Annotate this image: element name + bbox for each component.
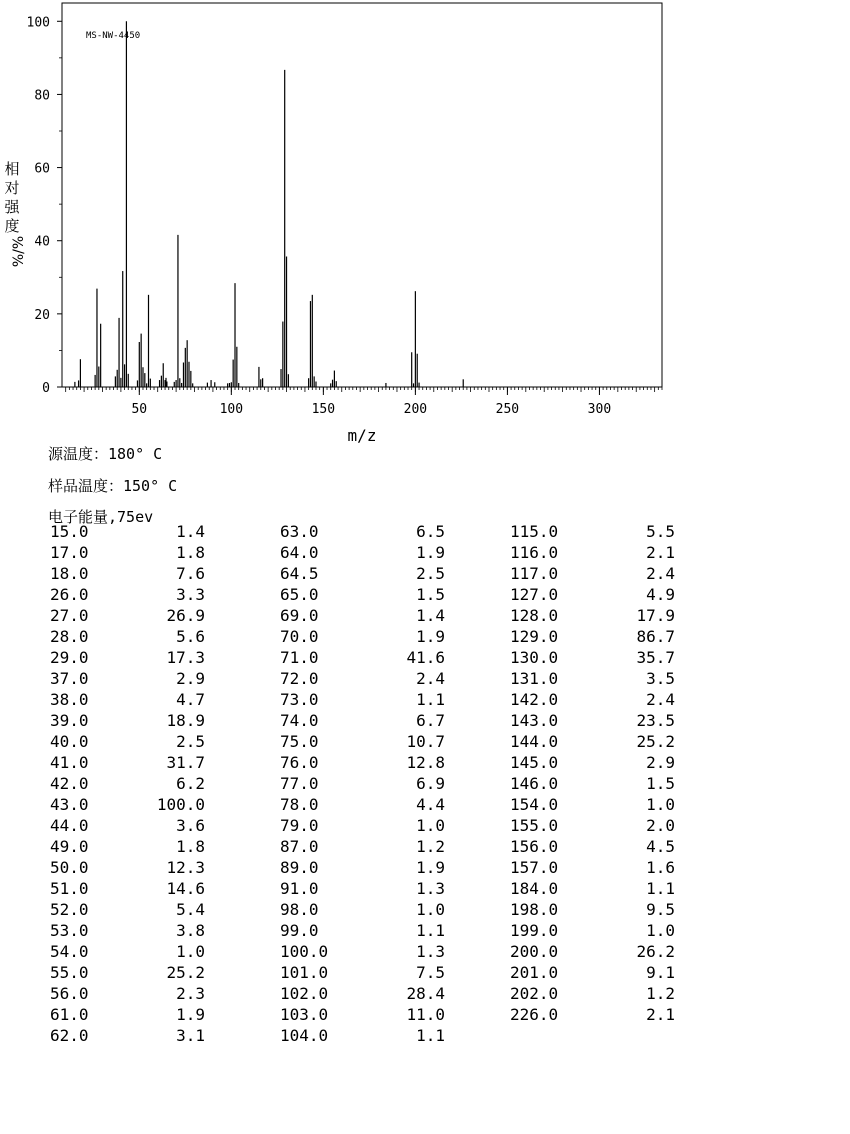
y-axis-ticks [27,15,62,396]
peak-table-row [510,563,710,584]
mz-value: 75.0 [280,732,319,751]
mz-value: 202.0 [510,984,559,1003]
mz-value: 44.0 [50,816,89,835]
mz-value: 62.0 [50,1026,89,1045]
peak-table-row [280,1004,480,1025]
source-temperature: 源温度：180° C [48,445,163,463]
mz-value: 50.0 [50,858,89,877]
peak-table-row [280,941,480,962]
peak-table-row [510,983,710,1004]
mz-value: 64.5 [280,564,319,583]
peak-table-row [50,815,250,836]
peak-table-row [510,878,710,899]
peak-table-row [510,920,710,941]
intensity-value: 1.1 [416,921,445,940]
plot-frame [62,3,662,387]
peak-table-row [510,815,710,836]
mz-value: 73.0 [280,690,319,709]
intensity-value: 2.3 [176,984,205,1003]
peak-table-row [280,584,480,605]
peak-table-row [510,542,710,563]
peak-table-row [510,731,710,752]
x-tick-label: 250 [495,402,520,417]
intensity-value: 86.7 [636,627,675,646]
peak-table-row [510,605,710,626]
peak-table-row [280,731,480,752]
mz-value: 201.0 [510,963,559,982]
mass-spectrum-chart [0,0,850,450]
intensity-value: 2.9 [176,669,205,688]
intensity-value: 1.4 [176,522,205,541]
intensity-value: 2.4 [646,564,675,583]
mz-value: 103.0 [280,1005,329,1024]
mz-value: 71.0 [280,648,319,667]
peak-table-row [50,626,250,647]
intensity-value: 2.4 [646,690,675,709]
intensity-value: 6.9 [416,774,445,793]
y-axis-label [4,160,28,268]
intensity-value: 4.4 [416,795,445,814]
mz-value: 142.0 [510,690,559,709]
peak-table-column [280,521,480,1046]
intensity-value: 1.2 [646,984,675,1003]
x-axis-label: m/z [347,426,377,445]
intensity-value: 12.8 [406,753,445,772]
intensity-value: 2.1 [646,543,675,562]
mz-value: 42.0 [50,774,89,793]
peak-table-row [280,521,480,542]
intensity-value: 4.9 [646,585,675,604]
mz-value: 99.0 [280,921,319,940]
mz-value: 154.0 [510,795,559,814]
peak-table-row [280,857,480,878]
mz-value: 78.0 [280,795,319,814]
intensity-value: 3.1 [176,1026,205,1045]
intensity-value: 2.0 [646,816,675,835]
peak-bars [75,21,463,387]
intensity-value: 1.0 [416,900,445,919]
peak-table-row [510,710,710,731]
mz-value: 79.0 [280,816,319,835]
mz-value: 64.0 [280,543,319,562]
mz-value: 77.0 [280,774,319,793]
intensity-value: 17.3 [166,648,205,667]
peak-table-row [280,773,480,794]
y-tick-label: 20 [34,307,50,323]
mz-value: 146.0 [510,774,559,793]
mz-value: 38.0 [50,690,89,709]
intensity-value: 1.8 [176,543,205,562]
mz-value: 29.0 [50,648,89,667]
intensity-value: 10.7 [406,732,445,751]
intensity-value: 1.2 [416,837,445,856]
y-tick-label: 80 [34,88,50,104]
mz-value: 56.0 [50,984,89,1003]
intensity-value: 1.0 [646,795,675,814]
peak-table-row [280,962,480,983]
intensity-value: 9.5 [646,900,675,919]
peak-table-row [50,647,250,668]
peak-table-row [510,962,710,983]
intensity-value: 1.4 [416,606,445,625]
peak-table-row [280,1025,480,1046]
mz-value: 129.0 [510,627,559,646]
mz-value: 37.0 [50,669,89,688]
peak-table-row [280,815,480,836]
mz-value: 104.0 [280,1026,329,1045]
peak-table-row [510,857,710,878]
y-label-char: 强 [4,198,20,216]
intensity-value: 3.6 [176,816,205,835]
mz-value: 226.0 [510,1005,559,1024]
intensity-value: 6.2 [176,774,205,793]
mz-value: 61.0 [50,1005,89,1024]
mz-value: 117.0 [510,564,559,583]
peak-table-row [510,521,710,542]
mz-value: 17.0 [50,543,89,562]
peak-table-row [50,584,250,605]
peak-table-row [280,899,480,920]
peak-table-row [50,521,250,542]
intensity-value: 1.0 [646,921,675,940]
intensity-value: 4.5 [646,837,675,856]
mz-value: 91.0 [280,879,319,898]
intensity-value: 1.1 [416,1026,445,1045]
y-tick-label: 40 [34,234,50,250]
x-tick-label: 300 [587,402,612,417]
mz-value: 26.0 [50,585,89,604]
mz-value: 52.0 [50,900,89,919]
y-tick-label: 60 [34,161,50,177]
peak-table-row [510,794,710,815]
peak-table-row [510,773,710,794]
intensity-value: 5.5 [646,522,675,541]
mz-value: 41.0 [50,753,89,772]
peak-table-row [50,1004,250,1025]
intensity-value: 31.7 [166,753,205,772]
mz-value: 28.0 [50,627,89,646]
peak-table-row [510,626,710,647]
mz-value: 72.0 [280,669,319,688]
peak-table-row [50,878,250,899]
intensity-value: 12.3 [166,858,205,877]
intensity-value: 41.6 [406,648,445,667]
peak-table-row [510,899,710,920]
peak-table-row [280,605,480,626]
peak-table-row [50,962,250,983]
peak-table-row [280,983,480,1004]
intensity-value: 1.9 [416,858,445,877]
peak-table-row [50,731,250,752]
mz-value: 40.0 [50,732,89,751]
peak-table-row [50,752,250,773]
peak-table-column [510,521,710,1025]
x-tick-label: 100 [219,402,244,417]
intensity-value: 1.9 [416,627,445,646]
intensity-value: 26.9 [166,606,205,625]
mz-value: 49.0 [50,837,89,856]
y-label-char: 度 [4,217,20,235]
peak-table-row [280,710,480,731]
x-tick-label: 50 [131,402,148,417]
peak-table-row [50,542,250,563]
peak-table-row [50,773,250,794]
peak-table-row [50,1025,250,1046]
peak-table-row [510,689,710,710]
mz-value: 43.0 [50,795,89,814]
peak-table-row [510,836,710,857]
mz-value: 102.0 [280,984,329,1003]
spectrum-id-annotation: MS-NW-4450 [86,31,141,41]
intensity-value: 2.9 [646,753,675,772]
mz-value: 53.0 [50,921,89,940]
mz-value: 87.0 [280,837,319,856]
intensity-value: 1.9 [416,543,445,562]
intensity-value: 1.0 [176,942,205,961]
y-tick-label: 100 [26,15,50,31]
intensity-value: 100.0 [156,795,205,814]
peak-table-row [280,542,480,563]
peak-table-row [50,920,250,941]
intensity-value: 1.3 [416,879,445,898]
peak-table-row [280,647,480,668]
intensity-value: 18.9 [166,711,205,730]
intensity-value: 28.4 [406,984,445,1003]
peak-table-row [280,794,480,815]
mz-value: 143.0 [510,711,559,730]
intensity-value: 1.8 [176,837,205,856]
x-tick-label: 200 [403,402,428,417]
intensity-value: 25.2 [166,963,205,982]
intensity-value: 35.7 [636,648,675,667]
peak-table-row [280,920,480,941]
mz-value: 15.0 [50,522,89,541]
peak-table-row [50,836,250,857]
mz-value: 200.0 [510,942,559,961]
intensity-value: 23.5 [636,711,675,730]
mz-value: 63.0 [280,522,319,541]
mz-value: 65.0 [280,585,319,604]
intensity-value: 1.0 [416,816,445,835]
mz-value: 184.0 [510,879,559,898]
peak-table-row [510,668,710,689]
y-label-char: 对 [4,179,20,197]
peak-table-row [510,584,710,605]
intensity-value: 1.6 [646,858,675,877]
intensity-value: 2.5 [416,564,445,583]
x-minor-ticks [66,387,662,392]
mz-value: 39.0 [50,711,89,730]
peak-table-row [50,563,250,584]
peak-table-row [510,647,710,668]
intensity-value: 3.3 [176,585,205,604]
mz-value: 199.0 [510,921,559,940]
mz-value: 69.0 [280,606,319,625]
x-tick-label: 150 [311,402,336,417]
intensity-value: 1.9 [176,1005,205,1024]
mz-value: 145.0 [510,753,559,772]
mz-value: 89.0 [280,858,319,877]
y-label-unit: %/% [11,235,28,268]
mz-value: 131.0 [510,669,559,688]
intensity-value: 11.0 [406,1005,445,1024]
peak-table-row [510,941,710,962]
intensity-value: 17.9 [636,606,675,625]
peak-table-row [50,857,250,878]
peak-table-column [50,521,250,1046]
mz-value: 100.0 [280,942,329,961]
mz-value: 128.0 [510,606,559,625]
peak-table-row [280,563,480,584]
peak-table-row [510,1004,710,1025]
peak-table-row [280,689,480,710]
peak-table-row [50,983,250,1004]
mz-value: 130.0 [510,648,559,667]
y-label-char: 相 [4,160,20,178]
peak-table-row [280,752,480,773]
peak-table-row [50,689,250,710]
intensity-value: 1.1 [416,690,445,709]
peak-table-row [280,626,480,647]
peak-table-row [280,878,480,899]
mz-value: 144.0 [510,732,559,751]
intensity-value: 2.1 [646,1005,675,1024]
intensity-value: 1.1 [646,879,675,898]
y-tick-label: 0 [42,381,50,396]
mz-value: 76.0 [280,753,319,772]
peak-table-row [50,794,250,815]
x-axis-ticks [131,387,611,417]
mz-value: 115.0 [510,522,559,541]
mz-value: 27.0 [50,606,89,625]
mz-value: 127.0 [510,585,559,604]
peak-table-row [280,836,480,857]
intensity-value: 1.5 [646,774,675,793]
intensity-value: 5.6 [176,627,205,646]
peak-table-row [50,605,250,626]
intensity-value: 26.2 [636,942,675,961]
intensity-value: 1.3 [416,942,445,961]
intensity-value: 4.7 [176,690,205,709]
sample-temperature: 样品温度：150° C [48,477,178,495]
peak-table-row [50,710,250,731]
intensity-value: 5.4 [176,900,205,919]
mz-value: 155.0 [510,816,559,835]
mz-value: 51.0 [50,879,89,898]
peak-table-row [50,899,250,920]
mz-value: 101.0 [280,963,329,982]
mz-value: 98.0 [280,900,319,919]
mz-value: 157.0 [510,858,559,877]
electron-energy: 电子能量,75ev [48,508,154,526]
mz-value: 156.0 [510,837,559,856]
mz-value: 198.0 [510,900,559,919]
intensity-value: 6.7 [416,711,445,730]
mz-value: 74.0 [280,711,319,730]
intensity-value: 2.4 [416,669,445,688]
mz-value: 116.0 [510,543,559,562]
peak-table-row [50,668,250,689]
mz-value: 18.0 [50,564,89,583]
mz-value: 54.0 [50,942,89,961]
intensity-value: 2.5 [176,732,205,751]
intensity-value: 7.6 [176,564,205,583]
intensity-value: 3.8 [176,921,205,940]
peak-table-row [50,941,250,962]
peak-table-row [510,752,710,773]
intensity-value: 1.5 [416,585,445,604]
intensity-value: 9.1 [646,963,675,982]
intensity-value: 25.2 [636,732,675,751]
intensity-value: 3.5 [646,669,675,688]
mz-value: 55.0 [50,963,89,982]
intensity-value: 7.5 [416,963,445,982]
peak-table-row [280,668,480,689]
intensity-value: 6.5 [416,522,445,541]
intensity-value: 14.6 [166,879,205,898]
mz-value: 70.0 [280,627,319,646]
